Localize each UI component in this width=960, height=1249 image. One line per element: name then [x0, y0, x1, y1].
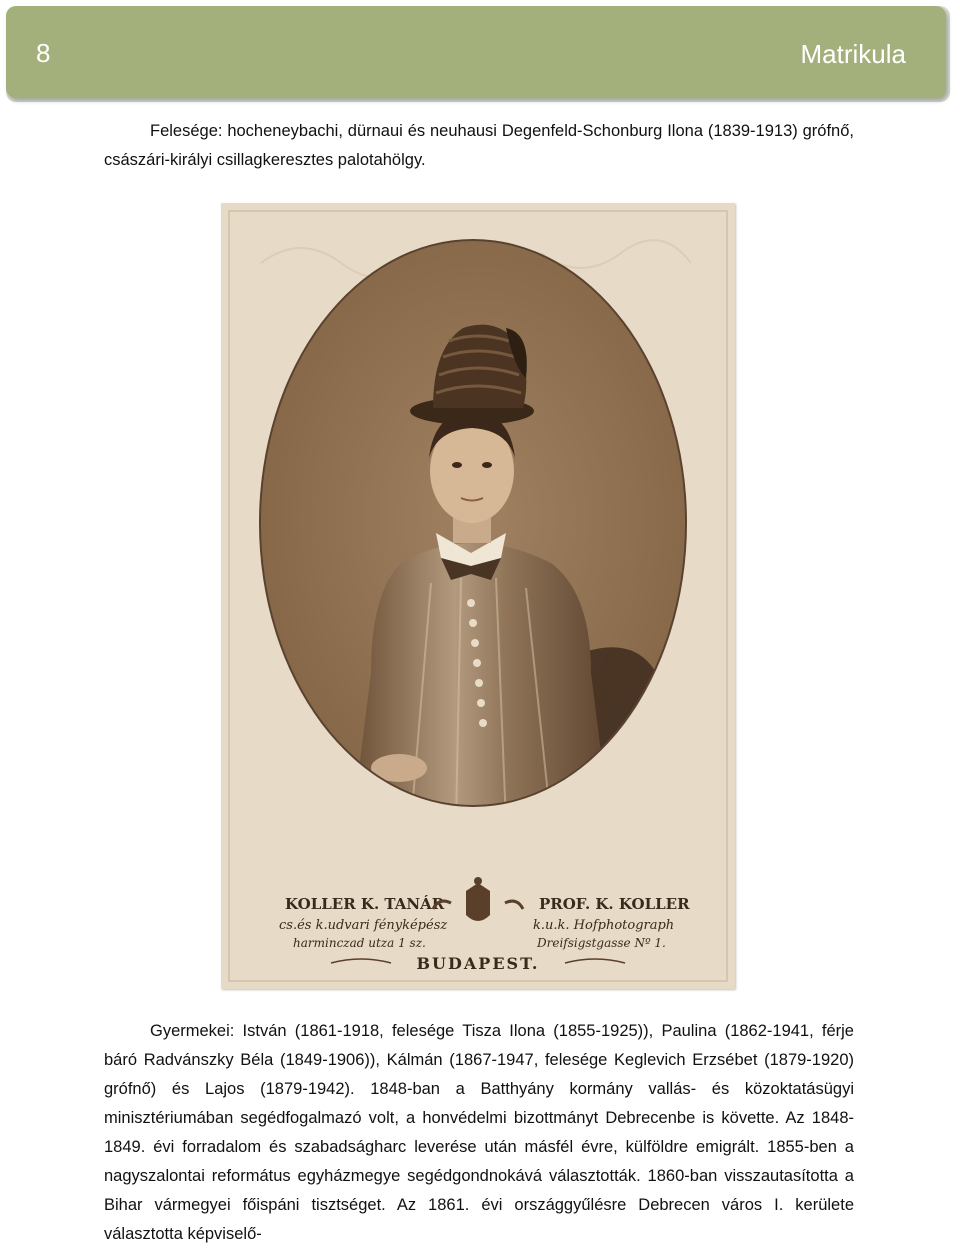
card-ornament — [541, 240, 691, 268]
studio-left-address: harminczad utza 1 sz. — [293, 936, 426, 950]
portrait-illustration — [221, 203, 735, 989]
studio-left-name: KOLLER K. TANÁR — [285, 895, 445, 913]
dress — [351, 543, 611, 833]
crest-icon — [433, 877, 523, 921]
portrait-photo — [221, 203, 735, 989]
header-shadow — [6, 6, 950, 102]
spouse-paragraph: Felesége: hocheneybachi, dürnaui és neuhausi Degenfeld-Schonburg Ilona (1839-1913) grófnő, császári-királyi csillagkeresztes palotahölgy. — [104, 122, 854, 169]
studio-city: BUDAPEST. — [416, 954, 540, 973]
studio-right-address: Dreifsigstgasse Nº 1. — [537, 936, 666, 950]
studio-left-title: cs.és k.udvari fényképész — [279, 918, 448, 933]
photo-oval — [221, 203, 735, 903]
page-header — [6, 6, 946, 98]
page-number: 8 — [36, 38, 51, 68]
children-paragraph: Gyermekei: István (1861-1918, felesége Tisza Ilona (1855-1925)), Paulina (1862-1941, férje báró Radvánszky Béla (1849-1906)), Kálmán (1867-1947, felesége Keglevich Erzsébet (1879-1920) grófnő) és Lajos (1879-1942). 1848-ban a Batthyány kormány vallás- és közoktatásügyi minisztériumában segédfogalmazó volt, a honvédelmi bizottmányt Debrecenbe is követte. Az 1848-1849. évi forradalom és szabadságharc leverése után másfél évre, külföldre emigrált. 1855-ben a nagyszalontai református egyházmegye segédgondnokává választották. 1860-ban visszautasította a Bihar vármegyei főispáni tisztséget. Az 1861. évi országgyűlésre Debrecen város I. kerülete választotta képviselő- — [104, 1022, 854, 1243]
running-title: Matrikula — [800, 39, 906, 69]
studio-right-name: PROF. K. KOLLER — [539, 895, 690, 913]
studio-right-title: k.u.k. Hofphotograph — [533, 918, 675, 933]
